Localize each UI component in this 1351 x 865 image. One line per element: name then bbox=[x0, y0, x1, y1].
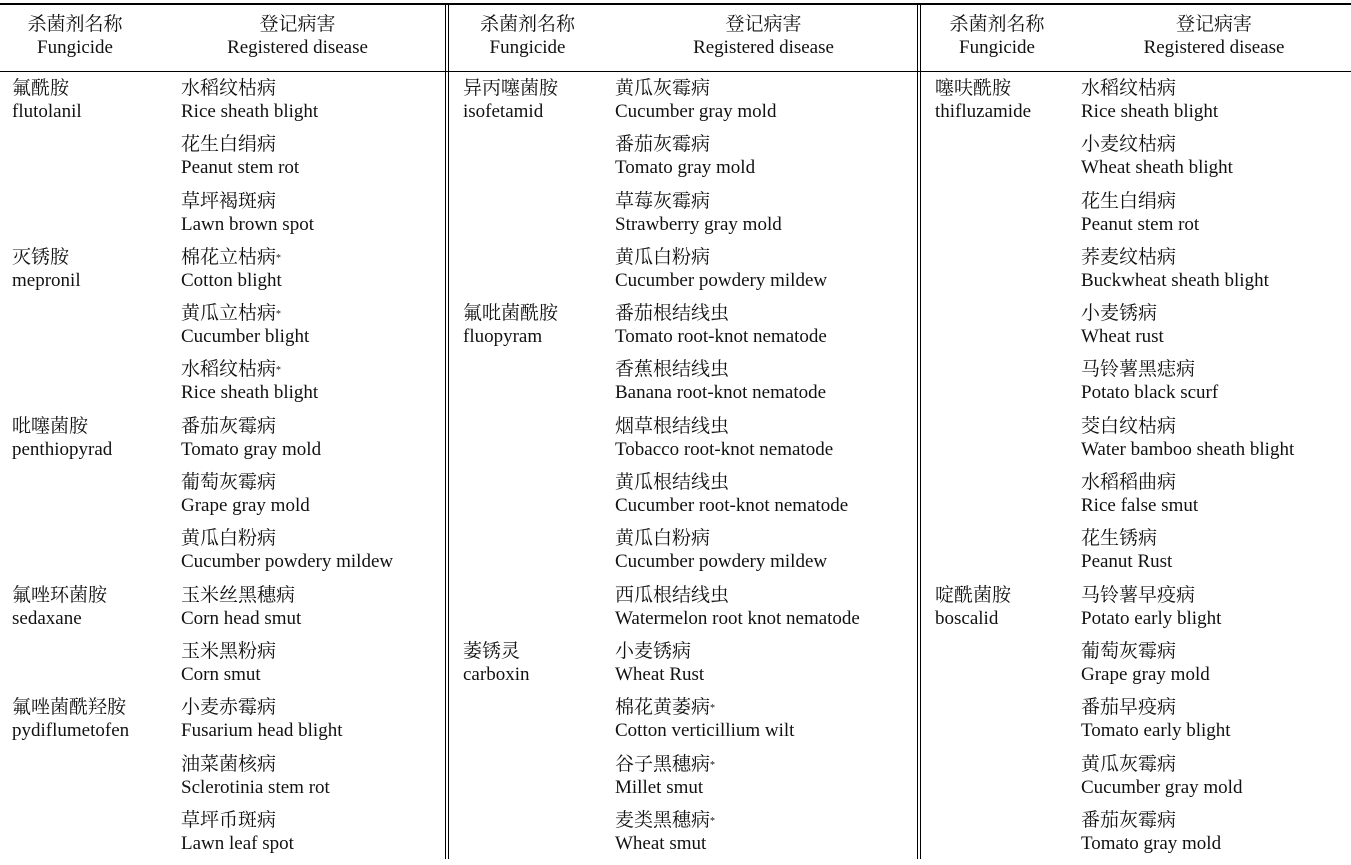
table-row bbox=[0, 809, 445, 865]
disease-cell bbox=[615, 809, 715, 855]
fungicide-header-zh: 杀菌剂名称 bbox=[479, 14, 575, 35]
table-row bbox=[917, 358, 1351, 414]
disease-name-zh: 番茄灰霉病 bbox=[615, 134, 711, 156]
disease-name-zh-line bbox=[181, 471, 310, 494]
disease-name-en: Potato black scurf bbox=[1081, 382, 1219, 404]
disease-name-zh: 花生锈病 bbox=[1081, 528, 1158, 550]
disease-cell bbox=[615, 584, 860, 630]
disease-name-en: Tomato gray mold bbox=[615, 157, 756, 179]
disease-cell bbox=[1081, 133, 1233, 179]
disease-name-en: Rice sheath blight bbox=[181, 101, 319, 122]
disease-column-header bbox=[150, 14, 445, 59]
disease-name-zh: 棉花黄萎病 bbox=[615, 697, 711, 719]
footnote-mark: * bbox=[276, 252, 282, 264]
fungicide-header-en: Fungicide bbox=[37, 36, 113, 58]
table-row bbox=[445, 246, 917, 302]
disease-name-zh-line bbox=[1081, 77, 1218, 100]
table-row bbox=[0, 527, 445, 583]
disease-name-zh-line bbox=[615, 753, 715, 776]
disease-name-en: Grape gray mold bbox=[1081, 663, 1210, 685]
fungicide-cell bbox=[12, 246, 81, 292]
disease-name-zh: 水稻纹枯病 bbox=[181, 359, 277, 381]
fungicide-header-zh: 杀菌剂名称 bbox=[949, 14, 1045, 35]
table-row bbox=[445, 77, 917, 133]
disease-cell bbox=[1081, 527, 1172, 573]
disease-cell bbox=[1081, 584, 1221, 630]
fungicide-name-zh: 异丙噻菌胺 bbox=[463, 78, 559, 99]
disease-cell bbox=[181, 753, 330, 799]
disease-name-zh: 水稻纹枯病 bbox=[1081, 78, 1177, 99]
disease-name-zh: 烟草根结线虫 bbox=[615, 415, 730, 437]
disease-name-zh: 水稻纹枯病 bbox=[181, 78, 277, 99]
table-body bbox=[917, 77, 1351, 865]
fungicide-column-header bbox=[445, 14, 610, 59]
disease-name-zh-line bbox=[1081, 753, 1242, 776]
disease-cell bbox=[181, 246, 282, 292]
disease-cell bbox=[181, 358, 318, 404]
disease-name-zh: 黄瓜立枯病 bbox=[181, 303, 277, 325]
table-row bbox=[0, 133, 445, 189]
fungicide-name-en: mepronil bbox=[12, 269, 81, 291]
disease-cell bbox=[1081, 246, 1269, 292]
disease-name-en: Banana root-knot nematode bbox=[615, 382, 827, 404]
table-row bbox=[0, 415, 445, 471]
fungicide-cell bbox=[12, 584, 107, 630]
disease-name-zh-line bbox=[615, 471, 848, 494]
disease-name-zh: 玉米黑粉病 bbox=[181, 640, 277, 662]
disease-name-en: Rice sheath blight bbox=[181, 382, 319, 404]
disease-name-zh-line bbox=[1081, 190, 1199, 213]
disease-cell bbox=[181, 809, 294, 855]
disease-name-zh-line bbox=[615, 133, 755, 156]
disease-name-zh: 黄瓜根结线虫 bbox=[615, 472, 730, 494]
disease-name-zh-line bbox=[1081, 358, 1218, 381]
fungicide-cell bbox=[463, 77, 558, 123]
table-panel-3 bbox=[917, 0, 1351, 859]
disease-name-zh-line bbox=[1081, 415, 1294, 438]
disease-name-zh: 小麦锈病 bbox=[1081, 303, 1158, 325]
table-row bbox=[445, 584, 917, 640]
table-row bbox=[445, 133, 917, 189]
disease-name-zh-line bbox=[615, 302, 827, 325]
disease-name-en: Cucumber powdery mildew bbox=[181, 551, 394, 573]
disease-name-zh: 茭白纹枯病 bbox=[1081, 415, 1177, 437]
disease-header-zh: 登记病害 bbox=[1175, 14, 1252, 35]
table-row bbox=[445, 415, 917, 471]
table-row bbox=[917, 753, 1351, 809]
fungicide-cell bbox=[463, 302, 558, 348]
disease-cell bbox=[181, 640, 276, 686]
fungicide-name-en: penthiopyrad bbox=[12, 438, 113, 460]
disease-cell bbox=[1081, 415, 1294, 461]
fungicide-name-zh: 氟酰胺 bbox=[12, 78, 70, 99]
disease-name-en: Grape gray mold bbox=[181, 495, 310, 517]
fungicide-name-zh: 氟唑环菌胺 bbox=[12, 584, 108, 606]
disease-name-en: Water bamboo sheath blight bbox=[1081, 438, 1295, 460]
disease-name-en: Wheat sheath blight bbox=[1081, 157, 1233, 179]
disease-name-en: Peanut stem rot bbox=[181, 157, 300, 179]
disease-name-zh: 小麦赤霉病 bbox=[181, 697, 277, 719]
disease-cell bbox=[181, 190, 314, 236]
disease-cell bbox=[181, 471, 310, 517]
disease-name-en: Tobacco root-knot nematode bbox=[615, 438, 834, 460]
disease-name-zh-line bbox=[1081, 809, 1221, 832]
fungicide-name-zh: 氟吡菌酰胺 bbox=[463, 303, 559, 325]
fungicide-name-en: boscalid bbox=[935, 607, 999, 629]
disease-cell bbox=[1081, 358, 1218, 404]
fungicide-cell bbox=[12, 77, 82, 123]
table-row bbox=[917, 584, 1351, 640]
disease-name-zh: 黄瓜白粉病 bbox=[615, 246, 711, 268]
table-row bbox=[445, 753, 917, 809]
fungicide-cell bbox=[935, 584, 1011, 630]
disease-name-zh: 水稻稻曲病 bbox=[1081, 472, 1177, 494]
table-row bbox=[445, 640, 917, 696]
disease-cell bbox=[1081, 753, 1242, 799]
disease-name-en: Peanut Rust bbox=[1081, 551, 1173, 573]
table-row bbox=[917, 527, 1351, 583]
disease-name-zh-line bbox=[1081, 584, 1221, 607]
table-row bbox=[0, 471, 445, 527]
table-row bbox=[917, 471, 1351, 527]
disease-name-zh-line bbox=[181, 696, 342, 719]
disease-cell bbox=[1081, 696, 1231, 742]
disease-name-en: Rice sheath blight bbox=[1081, 101, 1219, 122]
table-row bbox=[0, 640, 445, 696]
fungicide-name-zh: 吡噻菌胺 bbox=[12, 415, 89, 437]
disease-name-en: Corn head smut bbox=[181, 607, 302, 629]
disease-name-en: Millet smut bbox=[615, 776, 704, 798]
disease-name-zh-line bbox=[1081, 133, 1233, 156]
disease-name-en: Strawberry gray mold bbox=[615, 213, 782, 235]
disease-name-en: Buckwheat sheath blight bbox=[1081, 269, 1269, 291]
disease-name-zh-line bbox=[181, 640, 276, 663]
disease-cell bbox=[615, 302, 827, 348]
disease-name-zh-line bbox=[615, 640, 704, 663]
table-row bbox=[917, 302, 1351, 358]
table-row bbox=[917, 640, 1351, 696]
disease-cell bbox=[615, 246, 827, 292]
fungicide-header-en: Fungicide bbox=[959, 36, 1035, 58]
disease-cell bbox=[1081, 640, 1210, 686]
table-row bbox=[445, 809, 917, 865]
disease-name-zh: 番茄灰霉病 bbox=[181, 415, 277, 437]
fungicide-name-zh: 灭锈胺 bbox=[12, 246, 70, 268]
disease-name-zh-line bbox=[1081, 640, 1210, 663]
fungicide-column-header bbox=[0, 14, 150, 59]
disease-name-zh: 西瓜根结线虫 bbox=[615, 584, 730, 606]
fungicide-name-en: sedaxane bbox=[12, 607, 82, 629]
fungicide-name-en: pydiflumetofen bbox=[12, 720, 130, 742]
disease-header-zh: 登记病害 bbox=[725, 14, 802, 35]
disease-name-en: Tomato gray mold bbox=[181, 438, 322, 460]
disease-cell bbox=[1081, 302, 1164, 348]
table-row bbox=[445, 527, 917, 583]
disease-name-zh-line bbox=[615, 190, 782, 213]
disease-name-zh: 玉米丝黑穗病 bbox=[181, 584, 296, 606]
disease-name-en: Tomato gray mold bbox=[1081, 832, 1222, 854]
disease-name-en: Cucumber powdery mildew bbox=[615, 551, 828, 573]
table-row bbox=[0, 302, 445, 358]
disease-name-en: Cotton verticillium wilt bbox=[615, 720, 795, 742]
disease-name-zh-line bbox=[181, 133, 299, 156]
disease-name-zh-line bbox=[615, 584, 860, 607]
disease-name-zh: 荞麦纹枯病 bbox=[1081, 246, 1177, 268]
disease-name-en: Lawn leaf spot bbox=[181, 832, 294, 854]
disease-name-zh: 马铃薯黑痣病 bbox=[1081, 359, 1196, 381]
disease-name-en: Fusarium head blight bbox=[181, 720, 343, 742]
disease-cell bbox=[181, 415, 321, 461]
disease-name-zh-line bbox=[615, 527, 827, 550]
disease-cell bbox=[1081, 77, 1218, 123]
fungicide-name-zh: 噻呋酰胺 bbox=[935, 78, 1012, 99]
table-row bbox=[0, 753, 445, 809]
disease-cell bbox=[181, 77, 318, 123]
disease-name-zh-line bbox=[181, 584, 301, 607]
table-row bbox=[917, 415, 1351, 471]
disease-name-zh: 黄瓜灰霉病 bbox=[1081, 753, 1177, 775]
disease-cell bbox=[181, 527, 393, 573]
disease-name-en: Cotton blight bbox=[181, 269, 282, 291]
disease-name-en: Watermelon root knot nematode bbox=[615, 607, 860, 629]
fungicide-column-header bbox=[917, 14, 1077, 59]
footnote-mark: * bbox=[710, 815, 716, 827]
fungicide-header-zh: 杀菌剂名称 bbox=[27, 14, 123, 35]
disease-name-zh: 草莓灰霉病 bbox=[615, 190, 711, 212]
disease-name-zh: 小麦纹枯病 bbox=[1081, 134, 1177, 156]
table-row bbox=[445, 358, 917, 414]
disease-cell bbox=[1081, 809, 1221, 855]
disease-cell bbox=[181, 133, 299, 179]
fungicide-cell bbox=[12, 696, 129, 742]
table-row bbox=[445, 190, 917, 246]
disease-name-zh-line bbox=[615, 696, 794, 719]
disease-cell bbox=[615, 640, 704, 686]
fungicide-cell bbox=[463, 640, 529, 686]
disease-name-zh: 马铃薯早疫病 bbox=[1081, 584, 1196, 606]
disease-column-header bbox=[610, 14, 917, 59]
disease-cell bbox=[615, 527, 827, 573]
disease-cell bbox=[1081, 190, 1199, 236]
disease-name-zh: 香蕉根结线虫 bbox=[615, 359, 730, 381]
disease-name-zh: 油菜菌核病 bbox=[181, 753, 277, 775]
disease-header-en: Registered disease bbox=[693, 36, 834, 58]
footnote-mark: * bbox=[710, 759, 716, 771]
disease-name-en: Tomato root-knot nematode bbox=[615, 326, 827, 348]
table-panel-1 bbox=[0, 0, 445, 859]
fungicide-name-zh: 萎锈灵 bbox=[463, 640, 521, 662]
disease-name-zh: 葡萄灰霉病 bbox=[1081, 640, 1177, 662]
fungicide-name-zh: 氟唑菌酰羟胺 bbox=[12, 697, 127, 719]
disease-name-zh: 黄瓜灰霉病 bbox=[615, 78, 711, 99]
disease-name-zh-line bbox=[181, 415, 321, 438]
table-row bbox=[917, 696, 1351, 752]
disease-name-zh-line bbox=[181, 527, 393, 550]
disease-name-zh: 棉花立枯病 bbox=[181, 246, 277, 268]
table-row bbox=[0, 190, 445, 246]
fungicide-name-zh: 啶酰菌胺 bbox=[935, 584, 1012, 606]
disease-name-zh: 黄瓜白粉病 bbox=[615, 528, 711, 550]
table-row bbox=[917, 77, 1351, 133]
disease-name-en: Wheat rust bbox=[1081, 326, 1164, 348]
disease-name-zh-line bbox=[181, 809, 294, 832]
disease-name-zh-line bbox=[615, 415, 833, 438]
disease-cell bbox=[615, 471, 848, 517]
disease-column-header bbox=[1077, 14, 1351, 59]
disease-name-en: Cucumber root-knot nematode bbox=[615, 495, 849, 517]
disease-name-en: Sclerotinia stem rot bbox=[181, 776, 330, 798]
disease-cell bbox=[181, 696, 342, 742]
disease-name-en: Potato early blight bbox=[1081, 607, 1222, 629]
table-body bbox=[445, 77, 917, 865]
disease-header-zh: 登记病害 bbox=[259, 14, 336, 35]
disease-name-zh-line bbox=[1081, 471, 1198, 494]
fungicide-name-en: fluopyram bbox=[463, 326, 543, 348]
disease-name-en: Wheat smut bbox=[615, 832, 707, 854]
fungicide-name-en: carboxin bbox=[463, 663, 530, 685]
disease-name-zh: 麦类黑穗病 bbox=[615, 809, 711, 831]
disease-name-zh-line bbox=[181, 77, 318, 100]
disease-name-en: Wheat Rust bbox=[615, 663, 705, 685]
disease-name-zh-line bbox=[615, 809, 715, 832]
disease-name-zh: 草坪币斑病 bbox=[181, 809, 277, 831]
fungicide-cell bbox=[935, 77, 1031, 123]
fungicide-name-en: flutolanil bbox=[12, 101, 82, 122]
table-panel-2 bbox=[445, 0, 917, 859]
disease-name-zh: 番茄早疫病 bbox=[1081, 697, 1177, 719]
disease-name-zh: 花生白绢病 bbox=[1081, 190, 1177, 212]
disease-name-zh-line bbox=[615, 246, 827, 269]
disease-cell bbox=[615, 133, 755, 179]
table-row bbox=[917, 809, 1351, 865]
disease-name-zh-line bbox=[181, 190, 314, 213]
table-row bbox=[0, 358, 445, 414]
table-row bbox=[917, 133, 1351, 189]
disease-name-zh-line bbox=[615, 358, 826, 381]
table-row bbox=[917, 246, 1351, 302]
disease-name-en: Peanut stem rot bbox=[1081, 213, 1200, 235]
disease-name-zh: 谷子黑穗病 bbox=[615, 753, 711, 775]
disease-name-zh-line bbox=[181, 753, 330, 776]
fungicide-name-en: thifluzamide bbox=[935, 101, 1032, 122]
disease-name-zh-line bbox=[1081, 696, 1231, 719]
table-row bbox=[0, 77, 445, 133]
table-row bbox=[917, 190, 1351, 246]
disease-name-zh: 番茄根结线虫 bbox=[615, 303, 730, 325]
table-body bbox=[0, 77, 445, 865]
disease-cell bbox=[181, 584, 301, 630]
disease-cell bbox=[615, 190, 782, 236]
footnote-mark: * bbox=[276, 365, 282, 377]
fungicide-cell bbox=[12, 415, 112, 461]
disease-name-zh: 花生白绢病 bbox=[181, 134, 277, 156]
disease-cell bbox=[615, 753, 715, 799]
footnote-mark: * bbox=[710, 703, 716, 715]
table-row bbox=[445, 471, 917, 527]
disease-header-en: Registered disease bbox=[1143, 36, 1285, 58]
disease-name-zh: 葡萄灰霉病 bbox=[181, 472, 277, 494]
disease-cell bbox=[181, 302, 309, 348]
disease-name-zh: 草坪褐斑病 bbox=[181, 190, 277, 212]
table-row bbox=[0, 696, 445, 752]
disease-cell bbox=[615, 358, 826, 404]
disease-cell bbox=[615, 696, 794, 742]
footnote-mark: * bbox=[276, 309, 282, 321]
disease-cell bbox=[615, 77, 776, 123]
table-row bbox=[445, 302, 917, 358]
disease-name-en: Rice false smut bbox=[1081, 495, 1199, 517]
fungicide-name-en: isofetamid bbox=[463, 101, 544, 122]
disease-name-en: Cucumber powdery mildew bbox=[615, 269, 828, 291]
disease-name-en: Cucumber blight bbox=[181, 326, 310, 348]
table-row bbox=[445, 696, 917, 752]
disease-name-en: Cucumber gray mold bbox=[615, 101, 777, 122]
disease-name-en: Tomato early blight bbox=[1081, 720, 1231, 742]
disease-cell bbox=[615, 415, 833, 461]
table-row bbox=[0, 584, 445, 640]
disease-name-zh-line bbox=[615, 77, 776, 100]
disease-name-zh-line bbox=[181, 358, 318, 381]
disease-name-zh-line bbox=[1081, 302, 1164, 325]
disease-name-zh: 番茄灰霉病 bbox=[1081, 809, 1177, 831]
disease-name-zh-line bbox=[1081, 246, 1269, 269]
disease-header-en: Registered disease bbox=[227, 36, 368, 58]
disease-name-en: Cucumber gray mold bbox=[1081, 776, 1243, 798]
table-row bbox=[0, 246, 445, 302]
disease-name-zh: 黄瓜白粉病 bbox=[181, 528, 277, 550]
disease-name-zh-line bbox=[181, 302, 309, 325]
fungicide-header-en: Fungicide bbox=[489, 36, 566, 58]
disease-name-en: Corn smut bbox=[181, 663, 261, 685]
disease-name-zh-line bbox=[1081, 527, 1172, 550]
disease-name-zh-line bbox=[181, 246, 282, 269]
disease-name-en: Lawn brown spot bbox=[181, 213, 314, 235]
disease-name-zh: 小麦锈病 bbox=[615, 640, 692, 662]
disease-cell bbox=[1081, 471, 1198, 517]
